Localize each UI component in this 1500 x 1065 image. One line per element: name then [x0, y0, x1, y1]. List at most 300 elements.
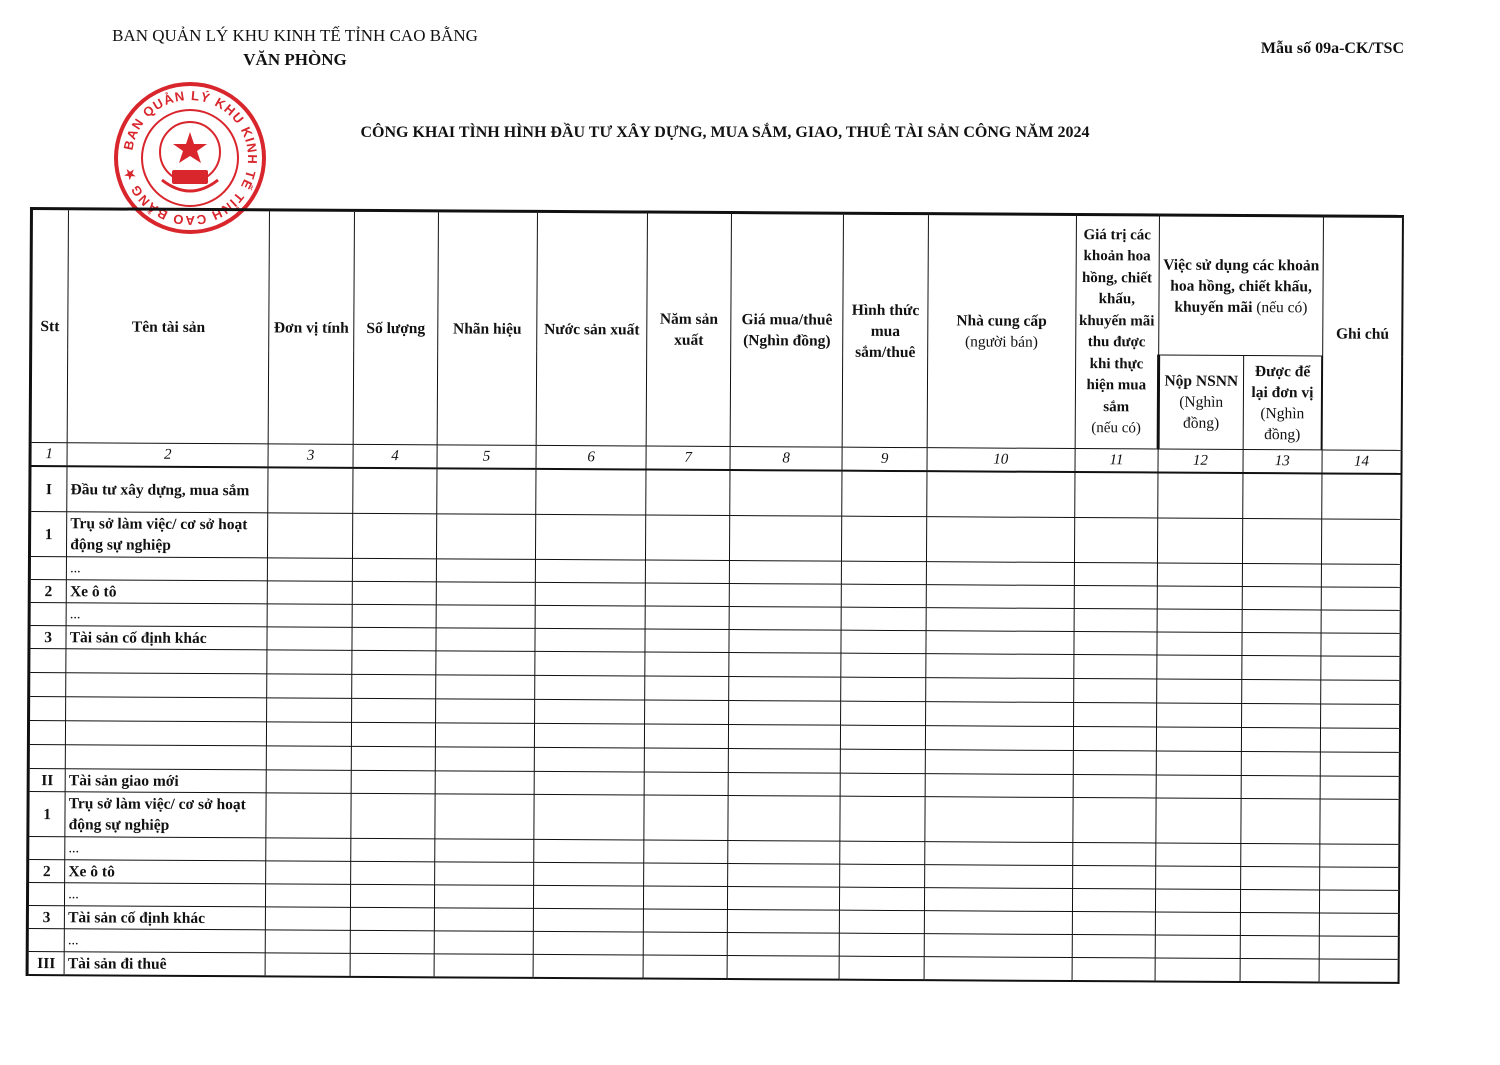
empty-cell	[842, 471, 927, 517]
empty-cell	[436, 651, 535, 676]
empty-cell	[841, 653, 926, 677]
empty-cell	[1241, 679, 1321, 703]
empty-cell	[1156, 751, 1241, 775]
empty-cell	[1241, 655, 1321, 679]
empty-cell	[729, 607, 842, 631]
row-asset-name: ...	[67, 557, 268, 581]
column-number: 5	[437, 445, 536, 469]
empty-cell	[1073, 775, 1157, 798]
empty-cell	[437, 559, 536, 583]
empty-cell	[645, 652, 729, 676]
empty-cell	[1155, 912, 1240, 935]
empty-cell	[1321, 519, 1401, 564]
empty-cell	[436, 628, 535, 652]
empty-cell	[1320, 867, 1400, 890]
empty-cell	[535, 514, 646, 560]
column-number: 7	[646, 446, 730, 470]
empty-cell	[1240, 798, 1320, 843]
empty-cell	[644, 909, 728, 932]
empty-cell	[435, 771, 534, 795]
empty-cell	[1073, 703, 1157, 727]
column-number: 3	[268, 444, 353, 468]
empty-cell	[436, 723, 535, 748]
empty-cell	[352, 581, 437, 604]
row-asset-name: Xe ô tô	[65, 860, 266, 884]
empty-cell	[1157, 655, 1242, 679]
empty-cell	[645, 724, 729, 748]
empty-cell	[645, 676, 729, 700]
empty-cell	[1072, 958, 1156, 982]
empty-cell	[644, 795, 728, 840]
row-stt	[29, 603, 66, 626]
empty-cell	[351, 698, 436, 722]
empty-cell	[267, 722, 352, 746]
empty-cell	[840, 841, 925, 864]
row-stt: III	[27, 951, 64, 975]
empty-cell	[1321, 680, 1401, 704]
empty-cell	[265, 953, 350, 977]
empty-cell	[266, 793, 351, 838]
empty-cell	[266, 838, 351, 861]
row-asset-name: Tài sản giao mới	[65, 769, 266, 793]
empty-cell	[351, 674, 436, 698]
empty-cell	[437, 514, 536, 560]
row-stt: 1	[29, 512, 66, 557]
header-nha-cung-cap-sub: (người bán)	[964, 333, 1039, 351]
empty-cell	[840, 933, 925, 956]
empty-cell	[925, 750, 1073, 775]
header-don-vi-tinh: Đơn vị tính	[268, 210, 354, 444]
svg-text:BAN QUẢN LÝ KHU KINH TẾ TỈNH C: BAN QUẢN LÝ KHU KINH TẾ TỈNH CAO BẰNG ★	[120, 87, 261, 229]
row-asset-name	[66, 649, 267, 674]
empty-cell	[435, 908, 534, 932]
empty-cell	[436, 582, 535, 606]
row-asset-name: ...	[66, 603, 267, 627]
empty-cell	[1073, 655, 1157, 679]
organization-header	[100, 24, 490, 72]
empty-cell	[727, 864, 840, 888]
column-number: 1	[30, 443, 67, 467]
empty-cell	[1242, 609, 1322, 632]
row-asset-name: Trụ sở làm việc/ cơ sở hoạt động sự nghiệp	[67, 512, 268, 558]
form-code: Mẫu số 09a-CK/TSC	[1260, 40, 1404, 57]
empty-cell	[644, 886, 728, 909]
row-stt: 1	[28, 791, 65, 836]
empty-cell	[351, 722, 436, 746]
empty-cell	[1074, 518, 1158, 563]
empty-cell	[1242, 586, 1322, 609]
row-stt	[28, 836, 65, 859]
header-viec-su-dung-label: Việc sử dụng các khoản hoa hồng, chiết khấu, khuyến mãi	[1163, 256, 1320, 316]
row-stt	[29, 673, 66, 697]
empty-cell	[926, 608, 1074, 632]
empty-cell	[1320, 752, 1400, 776]
empty-cell	[1319, 890, 1399, 913]
row-asset-name: Trụ sở làm việc/ cơ sở hoạt động sự nghiệp	[65, 792, 266, 838]
empty-cell	[266, 884, 351, 907]
empty-cell	[925, 842, 1073, 866]
empty-cell	[841, 701, 926, 725]
row-asset-name: Tài sản đi thuê	[64, 952, 265, 977]
empty-cell	[435, 839, 534, 863]
header-viec-su-dung-sub: (nếu có)	[1256, 298, 1308, 316]
empty-cell	[924, 911, 1072, 935]
asset-disclosure-table	[26, 207, 1404, 984]
empty-cell	[1074, 632, 1158, 655]
empty-cell	[1074, 609, 1158, 632]
empty-cell	[1072, 889, 1156, 912]
row-asset-name: Tài sản cố định khác	[66, 626, 267, 650]
empty-cell	[1074, 563, 1158, 586]
empty-cell	[435, 885, 534, 909]
empty-cell	[1072, 866, 1156, 889]
empty-cell	[533, 839, 644, 863]
empty-cell	[534, 747, 645, 772]
header-nop-nsnn-unit: (Nghìn đồng)	[1179, 393, 1224, 432]
empty-cell	[350, 907, 435, 930]
row-stt	[29, 649, 66, 673]
empty-cell	[1158, 518, 1243, 563]
empty-cell	[266, 930, 351, 953]
header-stt: Stt	[30, 209, 69, 443]
empty-cell	[534, 771, 645, 795]
empty-cell	[924, 957, 1072, 981]
empty-cell	[436, 605, 535, 629]
empty-cell	[645, 748, 729, 772]
empty-cell	[535, 582, 646, 606]
empty-cell	[727, 910, 840, 934]
row-stt	[27, 882, 64, 905]
row-asset-name	[66, 721, 267, 746]
department-name: VĂN PHÒNG	[243, 50, 347, 69]
header-ten-tai-san: Tên tài sản	[67, 209, 269, 444]
empty-cell	[533, 931, 644, 955]
empty-cell	[1241, 632, 1321, 655]
row-asset-name	[66, 673, 267, 698]
empty-cell	[350, 838, 435, 861]
empty-cell	[352, 468, 437, 514]
header-nuoc-san-xuat: Nước sản xuất	[536, 211, 648, 446]
row-asset-name: ...	[65, 883, 266, 907]
empty-cell	[268, 513, 353, 558]
empty-cell	[1321, 587, 1401, 610]
empty-cell	[727, 887, 840, 911]
row-stt: II	[28, 768, 65, 791]
empty-cell	[1073, 751, 1157, 775]
empty-cell	[352, 604, 437, 627]
header-nha-cung-cap	[927, 214, 1076, 449]
table-row	[28, 791, 1400, 844]
empty-cell	[727, 956, 840, 980]
column-number: 4	[353, 444, 438, 468]
empty-cell	[266, 861, 351, 884]
empty-cell	[842, 516, 927, 561]
empty-cell	[728, 677, 841, 702]
empty-cell	[730, 470, 843, 516]
empty-cell	[1242, 518, 1322, 563]
empty-cell	[1072, 935, 1156, 958]
table-row	[29, 512, 1401, 565]
empty-cell	[1242, 563, 1322, 586]
empty-cell	[924, 934, 1072, 958]
empty-cell	[1072, 843, 1156, 866]
row-asset-name	[66, 697, 267, 722]
empty-cell	[533, 885, 644, 909]
column-number: 8	[730, 447, 843, 471]
empty-cell	[350, 930, 435, 953]
empty-cell	[534, 699, 645, 724]
header-hinh-thuc: Hình thức mua sắm/thuê	[843, 213, 929, 447]
empty-cell	[729, 653, 842, 678]
column-number: 10	[927, 448, 1075, 472]
row-stt: 3	[29, 626, 66, 649]
empty-cell	[926, 631, 1074, 655]
header-nhan-hieu: Nhãn hiệu	[437, 211, 537, 446]
empty-cell	[434, 954, 533, 978]
empty-cell	[644, 772, 728, 795]
empty-cell	[840, 910, 925, 933]
empty-cell	[1240, 935, 1320, 958]
row-stt	[28, 744, 65, 768]
empty-cell	[925, 774, 1073, 798]
empty-cell	[1321, 564, 1401, 587]
empty-cell	[1073, 727, 1157, 751]
empty-cell	[924, 888, 1072, 912]
row-asset-name: Tài sản cố định khác	[65, 906, 266, 930]
empty-cell	[435, 794, 534, 840]
header-duoc-de-lai-unit: (Nghìn đồng)	[1260, 404, 1305, 443]
organization-name: BAN QUẢN LÝ KHU KINH TẾ TỈNH CAO BẰNG	[112, 26, 478, 45]
header-so-luong: Số lượng	[353, 210, 439, 444]
empty-cell	[839, 956, 924, 980]
row-stt: 2	[28, 859, 65, 882]
row-asset-name: Xe ô tô	[66, 580, 267, 604]
empty-cell	[351, 746, 436, 770]
empty-cell	[268, 467, 353, 513]
empty-cell	[1241, 703, 1321, 727]
empty-cell	[1320, 844, 1400, 867]
empty-cell	[729, 630, 842, 654]
empty-cell	[267, 604, 352, 627]
empty-cell	[1157, 679, 1242, 703]
row-stt: 2	[29, 580, 66, 603]
empty-cell	[841, 773, 926, 796]
empty-cell	[350, 861, 435, 884]
empty-cell	[926, 585, 1074, 609]
empty-cell	[646, 470, 730, 516]
empty-cell	[842, 584, 927, 607]
empty-cell	[434, 931, 533, 955]
empty-cell	[925, 702, 1073, 727]
empty-cell	[841, 607, 926, 630]
empty-cell	[643, 955, 727, 979]
empty-cell	[1156, 727, 1241, 751]
empty-cell	[728, 701, 841, 726]
empty-cell	[1156, 775, 1241, 798]
empty-cell	[1156, 866, 1241, 889]
empty-cell	[728, 773, 841, 797]
table-body	[27, 466, 1401, 983]
header-ghi-chu: Ghi chú	[1322, 216, 1403, 450]
empty-cell	[267, 650, 352, 674]
header-gia-mua-thue	[730, 213, 844, 448]
empty-cell	[535, 628, 646, 652]
empty-cell	[1321, 610, 1401, 633]
empty-cell	[646, 583, 730, 606]
empty-cell	[729, 516, 842, 562]
empty-cell	[1242, 473, 1322, 519]
empty-cell	[535, 559, 646, 583]
row-stt	[29, 557, 66, 580]
empty-cell	[350, 953, 435, 977]
column-number: 2	[67, 443, 268, 468]
empty-cell	[927, 471, 1075, 517]
empty-cell	[266, 770, 351, 793]
empty-cell	[728, 841, 841, 865]
empty-cell	[1320, 799, 1400, 844]
empty-cell	[1321, 656, 1401, 680]
empty-cell	[841, 677, 926, 701]
empty-cell	[729, 584, 842, 608]
empty-cell	[1240, 912, 1320, 935]
empty-cell	[840, 887, 925, 910]
empty-cell	[925, 726, 1073, 751]
empty-cell	[534, 723, 645, 748]
empty-cell	[926, 654, 1074, 679]
empty-cell	[728, 725, 841, 750]
header-gia-mua-unit: (Nghìn đồng)	[743, 332, 831, 350]
empty-cell	[1241, 775, 1321, 798]
empty-cell	[267, 746, 352, 770]
empty-cell	[728, 796, 841, 842]
empty-cell	[1320, 776, 1400, 799]
empty-cell	[1156, 843, 1241, 866]
empty-cell	[1322, 473, 1402, 519]
empty-cell	[266, 907, 351, 930]
header-duoc-de-lai-label: Được để lại đơn vị	[1251, 362, 1314, 401]
empty-cell	[645, 629, 729, 652]
empty-cell	[842, 561, 927, 584]
header-gia-tri-hoa-hong	[1075, 215, 1160, 449]
row-stt: I	[30, 466, 67, 512]
header-viec-su-dung	[1159, 215, 1324, 356]
empty-cell	[351, 770, 436, 793]
empty-cell	[435, 747, 534, 772]
empty-cell	[1074, 472, 1158, 518]
empty-cell	[268, 581, 353, 604]
row-stt: 3	[27, 905, 64, 928]
empty-cell	[926, 678, 1074, 703]
column-number: 13	[1243, 449, 1323, 473]
empty-cell	[1155, 958, 1240, 982]
header-nha-cung-cap-label: Nhà cung cấp	[956, 312, 1047, 330]
empty-cell	[534, 794, 645, 840]
empty-cell	[1241, 751, 1321, 775]
empty-cell	[435, 862, 534, 886]
empty-cell	[1319, 936, 1399, 959]
empty-cell	[1157, 586, 1242, 609]
empty-cell	[535, 605, 646, 629]
empty-cell	[352, 650, 437, 674]
header-nam-san-xuat: Năm sản xuất	[646, 212, 731, 446]
empty-cell	[535, 651, 646, 676]
empty-cell	[533, 908, 644, 932]
row-stt	[29, 697, 66, 721]
empty-cell	[533, 862, 644, 886]
header-gia-tri-sub: (nếu có)	[1091, 420, 1141, 437]
empty-cell	[1158, 473, 1243, 519]
empty-cell	[535, 469, 646, 515]
empty-cell	[267, 674, 352, 698]
empty-cell	[644, 863, 728, 886]
empty-cell	[1157, 563, 1242, 586]
empty-cell	[437, 468, 536, 514]
empty-cell	[436, 699, 535, 724]
empty-cell	[1320, 728, 1400, 752]
row-asset-name: ...	[64, 929, 265, 953]
empty-cell	[728, 749, 841, 774]
empty-cell	[1240, 866, 1320, 889]
empty-cell	[1321, 633, 1401, 656]
empty-cell	[644, 840, 728, 863]
empty-cell	[1157, 609, 1242, 632]
empty-cell	[1319, 913, 1399, 936]
empty-cell	[352, 627, 437, 650]
empty-cell	[840, 796, 925, 841]
empty-cell	[841, 749, 926, 773]
header-gia-tri-label: Giá trị các khoản hoa hồng, chiết khấu, khuyến mãi thu được khi thực hiện mua sắm	[1078, 226, 1155, 415]
header-nop-nsnn	[1158, 355, 1243, 449]
empty-cell	[646, 560, 730, 583]
empty-cell	[1240, 958, 1320, 982]
empty-cell	[1157, 703, 1242, 727]
column-number: 9	[842, 447, 927, 471]
document-title: CÔNG KHAI TÌNH HÌNH ĐẦU TƯ XÂY DỰNG, MUA SẮM, GIAO, THUÊ TÀI SẢN CÔNG NĂM 2024	[360, 124, 1090, 141]
empty-cell	[1156, 798, 1241, 843]
empty-cell	[1240, 889, 1320, 912]
empty-cell	[645, 700, 729, 724]
empty-cell	[436, 675, 535, 700]
empty-cell	[1073, 679, 1157, 703]
empty-cell	[267, 627, 352, 650]
empty-cell	[727, 933, 840, 957]
empty-cell	[1155, 935, 1240, 958]
header-duoc-de-lai	[1243, 355, 1323, 449]
empty-cell	[1072, 912, 1156, 935]
empty-cell	[926, 562, 1074, 586]
empty-cell	[1320, 704, 1400, 728]
empty-cell	[534, 675, 645, 700]
empty-cell	[1240, 843, 1320, 866]
empty-cell	[926, 517, 1074, 563]
empty-cell	[350, 884, 435, 907]
empty-cell	[1241, 727, 1321, 751]
empty-cell	[1072, 798, 1156, 843]
empty-cell	[267, 698, 352, 722]
empty-cell	[1319, 959, 1399, 983]
empty-cell	[352, 558, 437, 581]
empty-cell	[1074, 586, 1158, 609]
empty-cell	[841, 630, 926, 653]
column-number: 11	[1075, 449, 1159, 473]
row-stt	[28, 721, 65, 745]
empty-cell	[1156, 889, 1241, 912]
column-number: 6	[536, 445, 647, 469]
table-row	[30, 466, 1402, 519]
empty-cell	[1157, 632, 1242, 655]
empty-cell	[646, 515, 730, 560]
row-asset-name: Đầu tư xây dựng, mua sắm	[67, 466, 268, 513]
